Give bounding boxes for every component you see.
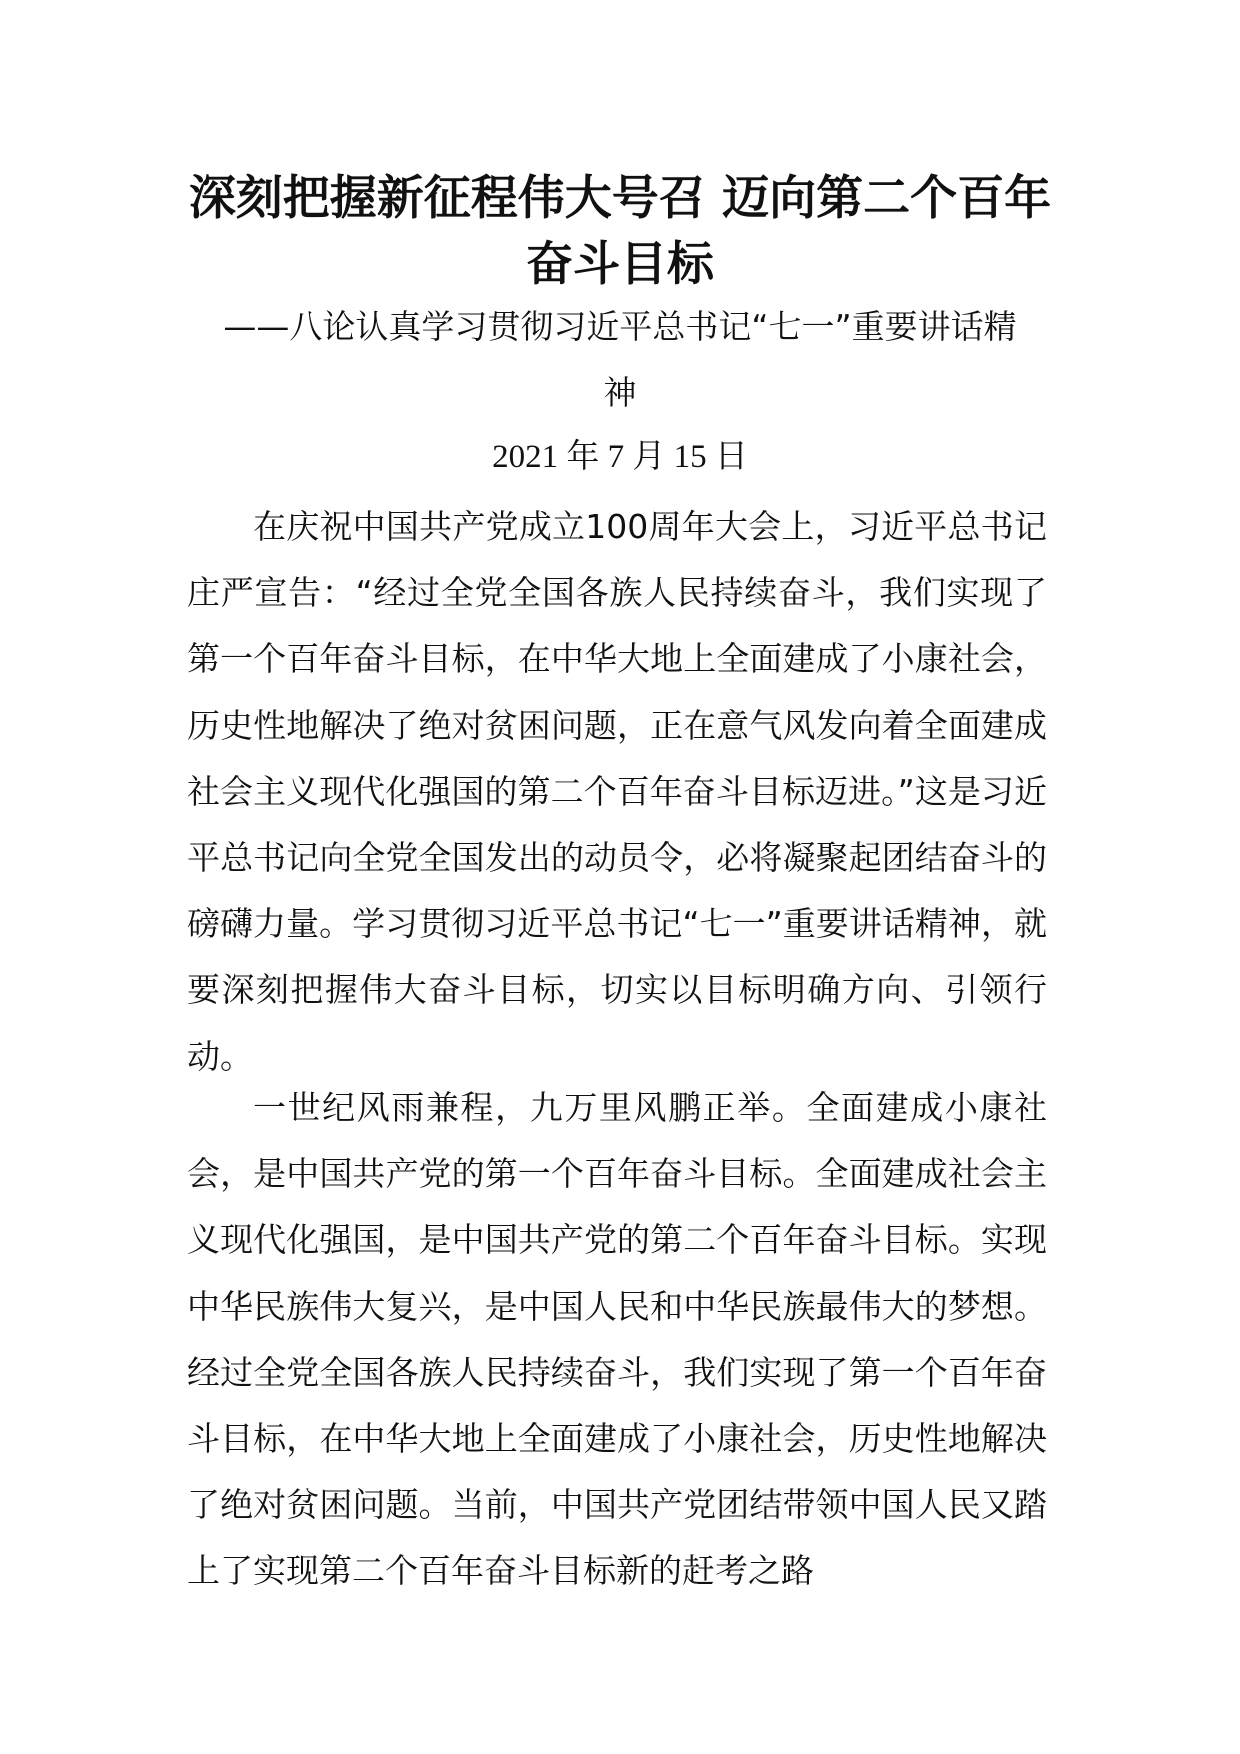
document-subtitle-line-1: ——八论认真学习贯彻习近平总书记“七一”重要讲话精 bbox=[223, 307, 1017, 346]
document-title-line-1: 深刻把握新征程伟大号召 迈向第二个百年 bbox=[188, 171, 1052, 226]
document-subtitle-line-2: 神 bbox=[603, 373, 637, 412]
document-date: 2021 年 7 月 15 日 bbox=[492, 439, 748, 475]
body-paragraph-1: 在庆祝中国共产党成立100周年大会上，习近平总书记庄严宣告：“经过全党全国各族人民持续奋斗，我们实现了第一个百年奋斗目标，在中华大地上全面建成了小康社会，历史性地解决了绝对贫困问题，正在意气风发向着全面建成社会主义现代化强国的第二个百年奋斗目标迈进。”这是习近平总书记向全党全国发出的动员令，必将凝聚起团结奋斗的磅礴力量。学习贯彻习近平总书记“七一”重要讲话精神，就要深刻把握伟大奋斗目标，切实以目标明确方向、引领行动。 bbox=[187, 507, 1047, 1076]
document-title-line-2: 奋斗目标 bbox=[526, 237, 714, 292]
body-paragraph-2: 一世纪风雨兼程，九万里风鹏正举。全面建成小康社会，是中国共产党的第一个百年奋斗目标。全面建成社会主义现代化强国，是中国共产党的第二个百年奋斗目标。实现中华民族伟大复兴，是中国人民和中华民族最伟大的梦想。经过全党全国各族人民持续奋斗，我们实现了第一个百年奋斗目标，在中华大地上全面建成了小康社会，历史性地解决了绝对贫困问题。当前，中国共产党团结带领中国人民又踏上了实现第二个百年奋斗目标新的赶考之路 bbox=[187, 1088, 1047, 1591]
